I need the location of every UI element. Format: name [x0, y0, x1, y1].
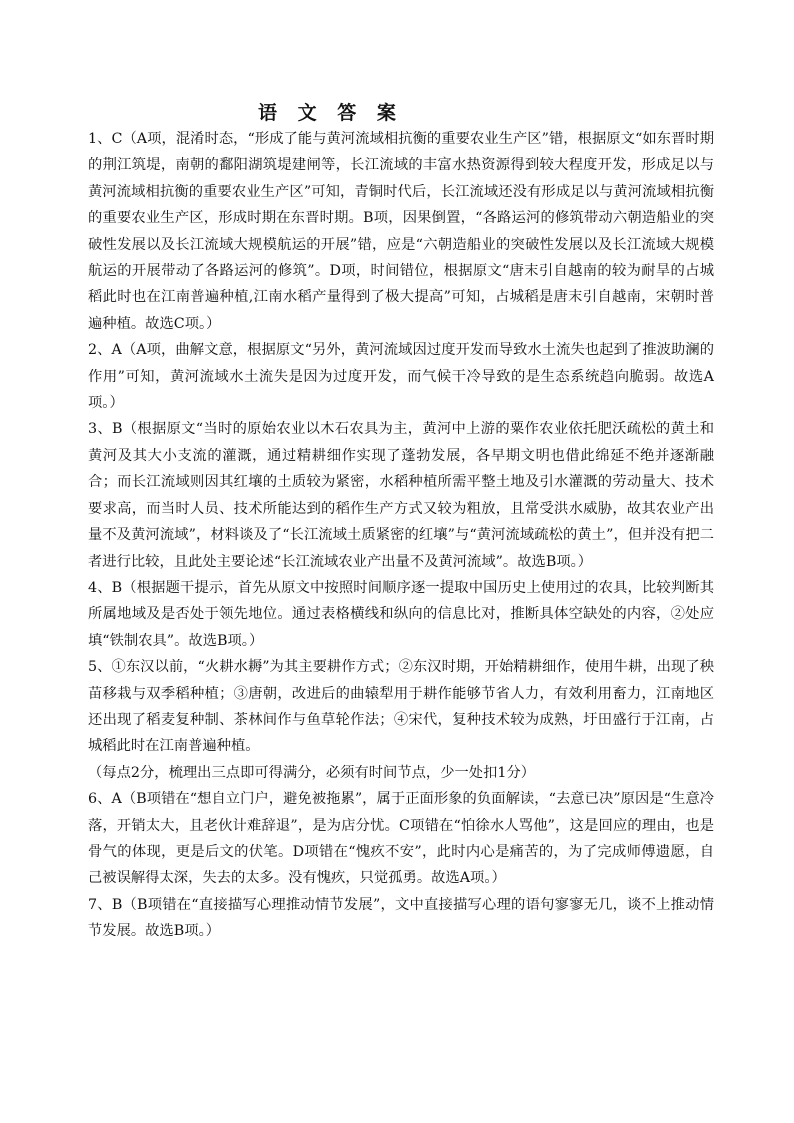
answer-1: 1、C（A项，混淆时态，“形成了能与黄河流域相抗衡的重要农业生产区”错，根据原文“如东晋时期的荆江筑堤，南朝的鄱阳湖筑堤建闸等，长江流域的丰富水热资源得到较大程度开发，形成足以与黄河流域相抗衡的重要农业生产区”可知，青铜时代后，长江流域还没有形成足以与黄河流域相抗衡的重要农业生产区，形成时期在东晋时期。B项，因果倒置，“各路运河的修筑带动六朝造船业的突破性发展以及长江流域大规模航运的开展”错，应是“六朝造船业的突破性发展以及长江流域大规模航运的开展带动了各路运河的修筑”。D项，时间错位，根据原文“唐末引自越南的较为耐旱的占城稻此时也在江南普遍种植,江南水稻产量得到了极大提高”可知，占城稻是唐末引自越南，宋朝时普遍种植。故选C项。） [88, 131, 714, 332]
document-title: 语 文 答 案 [258, 102, 403, 124]
answer-5: 5、①东汉以前，“火耕水耨”为其主要耕作方式；②东汉时期，开始精耕细作，使用牛耕，出现了秧苗移栽与双季稻种植；③唐朝，改进后的曲辕犁用于耕作能够节省人力，有效利用畜力，江南地区还出现了稻麦复种制、茶林间作与鱼草轮作法；④宋代，复种技术较为成熟，圩田盛行于江南，占城稻此时在江南普遍种植。 [88, 659, 714, 755]
answer-5-scoring-note: （每点2分，梳理出三点即可得满分，必须有时间节点，少一处扣1分） [88, 764, 536, 781]
answer-2: 2、A（A项，曲解文意，根据原文“另外，黄河流域因过度开发而导致水土流失也起到了推波助澜的作用”可知，黄河流域水土流失是因为过度开发，而气候干冷导致的是生态系统趋向脆弱。故选A项。） [88, 342, 714, 412]
answer-6: 6、A（B项错在“想自立门户，避免被拖累”，属于正面形象的负面解读，“去意已决”原因是“生意冷落，开销太大，且老伙计难辞退”，是为店分忧。C项错在“怕徐水人骂他”，这是回应的理由，也是骨气的体现，更是后文的伏笔。D项错在“愧疚不安”，此时内心是痛苦的，为了完成师傅遗愿，自己被误解得太深，失去的太多。没有愧疚，只觉孤勇。故选A项。） [88, 791, 714, 887]
answer-3: 3、B（根据原文“当时的原始农业以木石农具为主，黄河中上游的粟作农业依托肥沃疏松的黄土和黄河及其大小支流的灌溉，通过精耕细作实现了蓬勃发展，各早期文明也借此绵延不绝并逐渐融合；而长江流域则因其红壤的土质较为紧密，水稻种植所需平整土地及引水灌溉的劳动量大、技术要求高，而当时人员、技术所能达到的稻作生产方式又较为粗放，且常受洪水威胁，故其农业产出量不及黄河流域”，材料谈及了“长江流域土质紧密的红壤”与“黄河流域疏松的黄土”，但并没有把二者进行比较，且此处主要论述“长江流域农业产出量不及黄河流域”。故选B项。） [88, 421, 714, 570]
answer-4: 4、B（根据题干提示，首先从原文中按照时间顺序逐一提取中国历史上使用过的农具，比较判断其所属地域及是否处于领先地位。通过表格横线和纵向的信息比对，推断具体空缺处的内容，②处应填“铁制农具”。故选B项。） [88, 579, 714, 649]
answer-list [88, 126, 714, 945]
answer-7: 7、B（B项错在“直接描写心理推动情节发展”，文中直接描写心理的语句寥寥无几，谈不上推动情节发展。故选B项。） [88, 896, 714, 940]
